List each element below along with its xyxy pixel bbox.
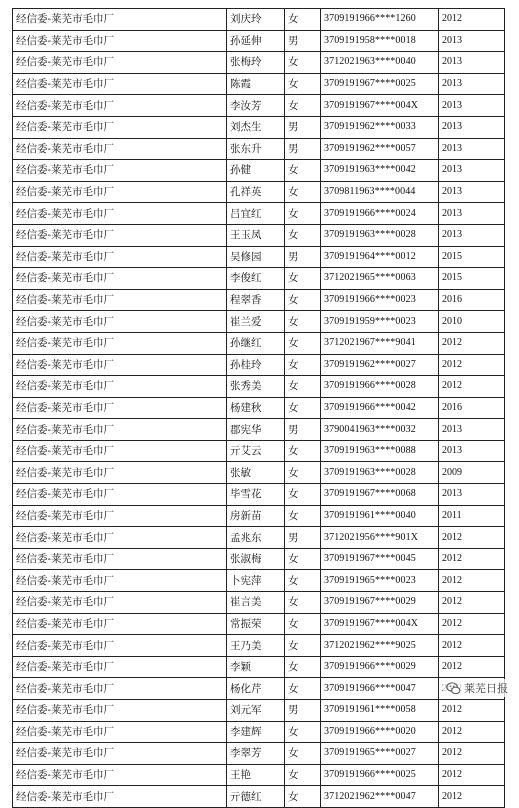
year-cell: 2016 bbox=[439, 289, 505, 311]
unit-cell: 经信委-莱芜市毛巾厂 bbox=[13, 289, 227, 311]
year-cell: 2009 bbox=[439, 462, 505, 484]
gender-cell: 女 bbox=[285, 440, 321, 462]
table-row bbox=[13, 462, 505, 484]
unit-cell: 经信委-莱芜市毛巾厂 bbox=[13, 548, 227, 570]
name-cell: 王乃美 bbox=[227, 635, 285, 657]
unit-cell: 经信委-莱芜市毛巾厂 bbox=[13, 73, 227, 95]
name-cell: 亓德红 bbox=[227, 786, 285, 808]
unit-cell: 经信委-莱芜市毛巾厂 bbox=[13, 332, 227, 354]
gender-cell: 女 bbox=[285, 721, 321, 743]
id-cell: 3790041963****0032 bbox=[321, 419, 439, 441]
table-row bbox=[13, 613, 505, 635]
year-cell: 2013 bbox=[439, 95, 505, 117]
year-cell: 2015 bbox=[439, 268, 505, 290]
table-row bbox=[13, 635, 505, 657]
id-cell: 3712021962****0047 bbox=[321, 786, 439, 808]
id-cell: 3709191967****0029 bbox=[321, 592, 439, 614]
id-cell: 3709191962****0057 bbox=[321, 138, 439, 160]
table-row bbox=[13, 397, 505, 419]
id-cell: 3709191967****0025 bbox=[321, 73, 439, 95]
gender-cell: 男 bbox=[285, 246, 321, 268]
id-cell: 3709191958****0018 bbox=[321, 30, 439, 52]
gender-cell: 男 bbox=[285, 700, 321, 722]
id-cell: 3712021965****0063 bbox=[321, 268, 439, 290]
id-cell: 3712021962****9025 bbox=[321, 635, 439, 657]
name-cell: 王艳 bbox=[227, 764, 285, 786]
roster-body bbox=[13, 9, 505, 808]
name-cell: 孔祥英 bbox=[227, 181, 285, 203]
gender-cell: 女 bbox=[285, 592, 321, 614]
unit-cell: 经信委-莱芜市毛巾厂 bbox=[13, 613, 227, 635]
unit-cell: 经信委-莱芜市毛巾厂 bbox=[13, 656, 227, 678]
table-row bbox=[13, 354, 505, 376]
id-cell: 3709191966****0020 bbox=[321, 721, 439, 743]
name-cell: 孙健 bbox=[227, 160, 285, 182]
table-row bbox=[13, 592, 505, 614]
unit-cell: 经信委-莱芜市毛巾厂 bbox=[13, 181, 227, 203]
unit-cell: 经信委-莱芜市毛巾厂 bbox=[13, 419, 227, 441]
roster-table bbox=[12, 8, 505, 808]
table-row bbox=[13, 203, 505, 225]
table-row bbox=[13, 95, 505, 117]
id-cell: 3709191961****0058 bbox=[321, 700, 439, 722]
name-cell: 孙延伸 bbox=[227, 30, 285, 52]
id-cell: 3709191966****1260 bbox=[321, 9, 439, 31]
year-cell: 2015 bbox=[439, 246, 505, 268]
name-cell: 刘杰生 bbox=[227, 116, 285, 138]
id-cell: 3709191963****0042 bbox=[321, 160, 439, 182]
watermark-text: 莱芜日报 bbox=[464, 682, 508, 695]
gender-cell: 女 bbox=[285, 73, 321, 95]
id-cell: 3709191967****0045 bbox=[321, 548, 439, 570]
name-cell: 刘元军 bbox=[227, 700, 285, 722]
unit-cell: 经信委-莱芜市毛巾厂 bbox=[13, 376, 227, 398]
table-row bbox=[13, 116, 505, 138]
name-cell: 崔兰爱 bbox=[227, 311, 285, 333]
year-cell: 2012 bbox=[439, 592, 505, 614]
year-cell: 2012 bbox=[439, 635, 505, 657]
name-cell: 郡宪华 bbox=[227, 419, 285, 441]
id-cell: 3709191963****0028 bbox=[321, 462, 439, 484]
year-cell: 2013 bbox=[439, 484, 505, 506]
name-cell: 李建辉 bbox=[227, 721, 285, 743]
gender-cell: 女 bbox=[285, 95, 321, 117]
id-cell: 3709191959****0023 bbox=[321, 311, 439, 333]
table-row bbox=[13, 440, 505, 462]
year-cell: 2013 bbox=[439, 138, 505, 160]
gender-cell: 女 bbox=[285, 354, 321, 376]
gender-cell: 女 bbox=[285, 656, 321, 678]
year-cell: 2013 bbox=[439, 203, 505, 225]
name-cell: 陈霞 bbox=[227, 73, 285, 95]
year-cell: 2012 bbox=[439, 613, 505, 635]
id-cell: 3709191966****0023 bbox=[321, 289, 439, 311]
unit-cell: 经信委-莱芜市毛巾厂 bbox=[13, 246, 227, 268]
id-cell: 3709191965****0023 bbox=[321, 570, 439, 592]
year-cell: 2013 bbox=[439, 73, 505, 95]
year-cell: 2012 bbox=[439, 332, 505, 354]
gender-cell: 女 bbox=[285, 743, 321, 765]
year-cell: 2013 bbox=[439, 116, 505, 138]
unit-cell: 经信委-莱芜市毛巾厂 bbox=[13, 95, 227, 117]
year-cell: 2013 bbox=[439, 52, 505, 74]
table-row bbox=[13, 764, 505, 786]
table-row bbox=[13, 527, 505, 549]
year-cell: 2012 bbox=[439, 527, 505, 549]
unit-cell: 经信委-莱芜市毛巾厂 bbox=[13, 462, 227, 484]
gender-cell: 女 bbox=[285, 764, 321, 786]
name-cell: 孟兆东 bbox=[227, 527, 285, 549]
unit-cell: 经信委-莱芜市毛巾厂 bbox=[13, 570, 227, 592]
unit-cell: 经信委-莱芜市毛巾厂 bbox=[13, 160, 227, 182]
table-row bbox=[13, 678, 505, 700]
name-cell: 李颖 bbox=[227, 656, 285, 678]
name-cell: 亓艾云 bbox=[227, 440, 285, 462]
gender-cell: 女 bbox=[285, 224, 321, 246]
gender-cell: 女 bbox=[285, 376, 321, 398]
table-row bbox=[13, 9, 505, 31]
name-cell: 王玉凤 bbox=[227, 224, 285, 246]
gender-cell: 女 bbox=[285, 505, 321, 527]
unit-cell: 经信委-莱芜市毛巾厂 bbox=[13, 440, 227, 462]
name-cell: 张敏 bbox=[227, 462, 285, 484]
year-cell: 2012 bbox=[439, 786, 505, 808]
gender-cell: 女 bbox=[285, 613, 321, 635]
unit-cell: 经信委-莱芜市毛巾厂 bbox=[13, 268, 227, 290]
name-cell: 李翠芳 bbox=[227, 743, 285, 765]
name-cell: 李俊红 bbox=[227, 268, 285, 290]
gender-cell: 女 bbox=[285, 678, 321, 700]
table-row bbox=[13, 505, 505, 527]
unit-cell: 经信委-莱芜市毛巾厂 bbox=[13, 397, 227, 419]
gender-cell: 女 bbox=[285, 332, 321, 354]
gender-cell: 女 bbox=[285, 484, 321, 506]
table-row bbox=[13, 743, 505, 765]
gender-cell: 女 bbox=[285, 289, 321, 311]
id-cell: 3709191966****0047 bbox=[321, 678, 439, 700]
name-cell: 张梅玲 bbox=[227, 52, 285, 74]
year-cell: 2012 bbox=[439, 700, 505, 722]
id-cell: 3709191966****0029 bbox=[321, 656, 439, 678]
gender-cell: 男 bbox=[285, 116, 321, 138]
year-cell: 2012 bbox=[439, 721, 505, 743]
year-cell: 2013 bbox=[439, 30, 505, 52]
id-cell: 3712021956****901X bbox=[321, 527, 439, 549]
year-cell: 2010 bbox=[439, 311, 505, 333]
table-row bbox=[13, 656, 505, 678]
gender-cell: 女 bbox=[285, 311, 321, 333]
table-row bbox=[13, 548, 505, 570]
id-cell: 3709191965****0027 bbox=[321, 743, 439, 765]
gender-cell: 男 bbox=[285, 419, 321, 441]
id-cell: 3709191966****0024 bbox=[321, 203, 439, 225]
year-cell: 2011 bbox=[439, 505, 505, 527]
year-cell: 2013 bbox=[439, 160, 505, 182]
gender-cell: 女 bbox=[285, 160, 321, 182]
name-cell: 杨化芹 bbox=[227, 678, 285, 700]
name-cell: 李汝芳 bbox=[227, 95, 285, 117]
unit-cell: 经信委-莱芜市毛巾厂 bbox=[13, 116, 227, 138]
table-row bbox=[13, 224, 505, 246]
name-cell: 张东升 bbox=[227, 138, 285, 160]
name-cell: 毕雪花 bbox=[227, 484, 285, 506]
id-cell: 3709191966****0025 bbox=[321, 764, 439, 786]
id-cell: 3709191962****0033 bbox=[321, 116, 439, 138]
name-cell: 常振荣 bbox=[227, 613, 285, 635]
id-cell: 3709811963****0044 bbox=[321, 181, 439, 203]
year-cell: 2013 bbox=[439, 181, 505, 203]
id-cell: 3709191967****004X bbox=[321, 613, 439, 635]
year-cell: 2016 bbox=[439, 397, 505, 419]
unit-cell: 经信委-莱芜市毛巾厂 bbox=[13, 592, 227, 614]
unit-cell: 经信委-莱芜市毛巾厂 bbox=[13, 224, 227, 246]
id-cell: 3709191964****0012 bbox=[321, 246, 439, 268]
unit-cell: 经信委-莱芜市毛巾厂 bbox=[13, 9, 227, 31]
unit-cell: 经信委-莱芜市毛巾厂 bbox=[13, 505, 227, 527]
name-cell: 刘庆玲 bbox=[227, 9, 285, 31]
year-cell: 2012 bbox=[439, 9, 505, 31]
unit-cell: 经信委-莱芜市毛巾厂 bbox=[13, 52, 227, 74]
unit-cell: 经信委-莱芜市毛巾厂 bbox=[13, 786, 227, 808]
name-cell: 孙桂玲 bbox=[227, 354, 285, 376]
table-row bbox=[13, 786, 505, 808]
year-cell: 2013 bbox=[439, 419, 505, 441]
gender-cell: 女 bbox=[285, 397, 321, 419]
id-cell: 3712021963****0040 bbox=[321, 52, 439, 74]
table-row bbox=[13, 700, 505, 722]
year-cell: 2013 bbox=[439, 440, 505, 462]
gender-cell: 女 bbox=[285, 9, 321, 31]
id-cell: 3709191963****0088 bbox=[321, 440, 439, 462]
unit-cell: 经信委-莱芜市毛巾厂 bbox=[13, 484, 227, 506]
gender-cell: 女 bbox=[285, 268, 321, 290]
unit-cell: 经信委-莱芜市毛巾厂 bbox=[13, 678, 227, 700]
unit-cell: 经信委-莱芜市毛巾厂 bbox=[13, 311, 227, 333]
gender-cell: 女 bbox=[285, 548, 321, 570]
id-cell: 3712021967****9041 bbox=[321, 332, 439, 354]
table-row bbox=[13, 419, 505, 441]
wechat-icon bbox=[446, 681, 461, 696]
unit-cell: 经信委-莱芜市毛巾厂 bbox=[13, 721, 227, 743]
id-cell: 3709191966****0042 bbox=[321, 397, 439, 419]
table-row bbox=[13, 311, 505, 333]
id-cell: 3709191962****0027 bbox=[321, 354, 439, 376]
table-row bbox=[13, 160, 505, 182]
name-cell: 房新苗 bbox=[227, 505, 285, 527]
gender-cell: 女 bbox=[285, 52, 321, 74]
year-cell: 2012 bbox=[439, 764, 505, 786]
gender-cell: 女 bbox=[285, 635, 321, 657]
gender-cell: 女 bbox=[285, 181, 321, 203]
name-cell: 吕宜红 bbox=[227, 203, 285, 225]
unit-cell: 经信委-莱芜市毛巾厂 bbox=[13, 764, 227, 786]
unit-cell: 经信委-莱芜市毛巾厂 bbox=[13, 138, 227, 160]
table-row bbox=[13, 484, 505, 506]
year-cell: 2012 bbox=[439, 656, 505, 678]
gender-cell: 女 bbox=[285, 786, 321, 808]
table-row bbox=[13, 181, 505, 203]
name-cell: 张淑梅 bbox=[227, 548, 285, 570]
year-cell: 2012 bbox=[439, 354, 505, 376]
id-cell: 3709191966****0028 bbox=[321, 376, 439, 398]
unit-cell: 经信委-莱芜市毛巾厂 bbox=[13, 354, 227, 376]
name-cell: 张秀美 bbox=[227, 376, 285, 398]
year-cell: 2013 bbox=[439, 224, 505, 246]
name-cell: 杨建秋 bbox=[227, 397, 285, 419]
table-row bbox=[13, 30, 505, 52]
unit-cell: 经信委-莱芜市毛巾厂 bbox=[13, 700, 227, 722]
table-row bbox=[13, 246, 505, 268]
table-row bbox=[13, 138, 505, 160]
name-cell: 崔言美 bbox=[227, 592, 285, 614]
unit-cell: 经信委-莱芜市毛巾厂 bbox=[13, 30, 227, 52]
gender-cell: 男 bbox=[285, 30, 321, 52]
table-row bbox=[13, 52, 505, 74]
gender-cell: 女 bbox=[285, 570, 321, 592]
id-cell: 3709191963****0028 bbox=[321, 224, 439, 246]
name-cell: 吴修园 bbox=[227, 246, 285, 268]
year-cell: 2012 bbox=[439, 376, 505, 398]
id-cell: 3709191967****0068 bbox=[321, 484, 439, 506]
gender-cell: 女 bbox=[285, 462, 321, 484]
unit-cell: 经信委-莱芜市毛巾厂 bbox=[13, 635, 227, 657]
year-cell: 2012 bbox=[439, 570, 505, 592]
gender-cell: 男 bbox=[285, 527, 321, 549]
table-row bbox=[13, 570, 505, 592]
gender-cell: 男 bbox=[285, 138, 321, 160]
unit-cell: 经信委-莱芜市毛巾厂 bbox=[13, 203, 227, 225]
table-row bbox=[13, 289, 505, 311]
watermark bbox=[443, 679, 511, 697]
gender-cell: 女 bbox=[285, 203, 321, 225]
name-cell: 卜宪萍 bbox=[227, 570, 285, 592]
table-row bbox=[13, 73, 505, 95]
table-row bbox=[13, 268, 505, 290]
name-cell: 程翠香 bbox=[227, 289, 285, 311]
name-cell: 孙继红 bbox=[227, 332, 285, 354]
id-cell: 3709191961****0040 bbox=[321, 505, 439, 527]
year-cell: 2012 bbox=[439, 743, 505, 765]
unit-cell: 经信委-莱芜市毛巾厂 bbox=[13, 743, 227, 765]
table-row bbox=[13, 332, 505, 354]
table-row bbox=[13, 376, 505, 398]
id-cell: 3709191967****004X bbox=[321, 95, 439, 117]
year-cell: 2012 bbox=[439, 548, 505, 570]
unit-cell: 经信委-莱芜市毛巾厂 bbox=[13, 527, 227, 549]
table-row bbox=[13, 721, 505, 743]
